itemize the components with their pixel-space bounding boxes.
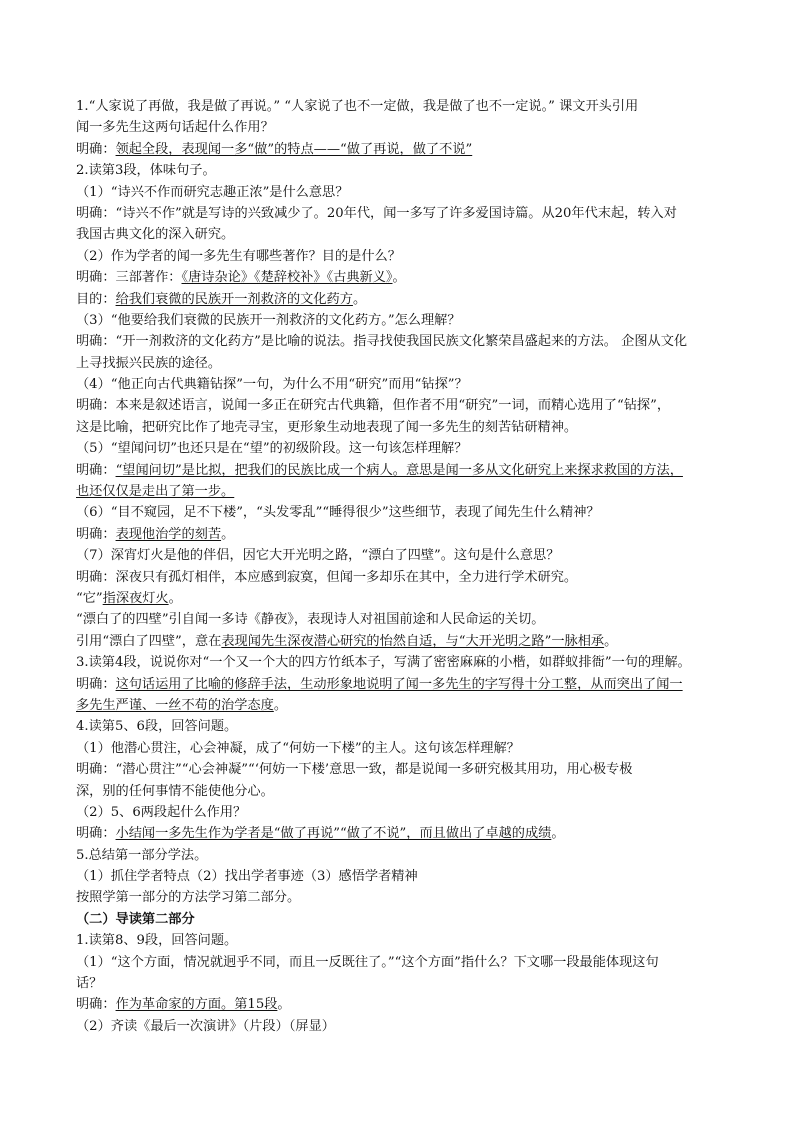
- text-segment: 明确：: [76, 997, 116, 1013]
- text-segment: 上寻找振兴民族的途径。: [76, 355, 222, 371]
- text-segment: （1）抓住学者特点（2）找出学者事迹（3）感悟学者精神: [76, 869, 418, 885]
- text-line: [76, 738, 726, 759]
- text-segment: 明确：: [76, 676, 116, 692]
- text-line: [76, 438, 726, 459]
- text-segment: 明确：“诗兴不作”就是写诗的兴致减少了。20年代，闻一多写了许多爱国诗篇。从20年代末起，转入对: [76, 205, 677, 221]
- text-segment: 明确：本来是叙述语言，说闻一多正在研究古代典籍，但作者不用“研究”一词，而精心选用了“钻探”，: [76, 398, 671, 414]
- text-line: [76, 353, 726, 374]
- text-segment: 话？: [76, 976, 103, 992]
- underlined-answer: 领起全段，表现闻一多“做”的特点——“做了再说，做了不说”: [115, 141, 473, 157]
- text-line: [76, 182, 726, 203]
- text-line: [76, 887, 726, 908]
- text-line: [76, 952, 726, 973]
- text-line: [76, 417, 726, 438]
- underlined-answer: “望闻问切”是比拟，把我们的民族比成一个病人。意思是闻一多从文化研究上来探求救国的方法，: [115, 462, 683, 478]
- text-line: [76, 203, 726, 224]
- text-line: [76, 674, 726, 695]
- underlined-answer: 指深夜灯火: [102, 590, 169, 606]
- text-segment: （2）作为学者的闻一多先生有哪些著作？目的是什么？: [76, 248, 401, 264]
- text-segment: （5）“望闻问切”也还只是在“望”的初级阶段。这一句该怎样理解？: [76, 441, 468, 457]
- text-line: [76, 395, 726, 416]
- text-segment: 1.读第8、9段，回答问题。: [76, 933, 238, 949]
- text-segment: 3.读第4段，说说你对“一个又一个大的四方竹纸本子，写满了密密麻麻的小楷，如群蚁排衙”一句的理解。: [76, 655, 691, 671]
- text-segment: （1）“诗兴不作而研究志趣正浓”是什么意思？: [76, 184, 349, 200]
- text-line: [76, 246, 726, 267]
- text-segment: 按照学第一部分的方法学习第二部分。: [76, 890, 301, 906]
- text-segment: （2）5、6两段起什么作用？: [76, 804, 247, 820]
- text-segment: 明确：: [76, 462, 116, 478]
- underlined-answer: 小结闻一多先生作为学者是“做了再说”“做了不说”，而且做出了卓越的成绩: [115, 826, 552, 842]
- text-segment: “漂白了的四壁”引自闻一多诗《静夜》，表现诗人对祖国前途和人民命运的关切。: [76, 612, 545, 628]
- section-heading: （二）导读第二部分: [76, 911, 195, 927]
- text-segment: 。: [168, 590, 182, 606]
- text-segment: 5.总结第一部分学法。: [76, 847, 208, 863]
- underlined-answer: 作为革命家的方面。第15段: [115, 997, 278, 1013]
- text-segment: （1）“这个方面，情况就迥乎不同，而且一反既往了。”“这个方面”指什么？下文哪一段最能体现这句: [76, 954, 659, 970]
- text-line: [76, 139, 726, 160]
- text-segment: “它”: [76, 590, 103, 606]
- text-line: [76, 845, 726, 866]
- text-line: [76, 96, 726, 117]
- text-line: [76, 609, 726, 630]
- text-segment: 明确：: [76, 141, 116, 157]
- text-line: [76, 481, 726, 502]
- text-line: [76, 524, 726, 545]
- text-line: [76, 267, 726, 288]
- text-line: [76, 224, 726, 245]
- text-line: [76, 117, 726, 138]
- underlined-answer: 也还仅仅是走出了第一步。: [76, 484, 235, 500]
- text-segment: （3）“他要给我们衰微的民族开一剂救济的文化药方。”怎么理解？: [76, 312, 461, 328]
- underlined-answer: 给我们衰微的民族开一剂救济的文化药方: [115, 291, 353, 307]
- text-line: [76, 588, 726, 609]
- text-line: [76, 310, 726, 331]
- text-segment: 。: [551, 826, 565, 842]
- text-line: [76, 823, 726, 844]
- text-segment: 我国古典文化的深入研究。: [76, 227, 235, 243]
- text-line: [76, 716, 726, 737]
- text-segment: 这是比喻，把研究比作了地壳寻宝，更形象生动地表现了闻一多先生的刻苦钻研精神。: [76, 419, 578, 435]
- text-line: [76, 994, 726, 1015]
- text-segment: 。: [273, 697, 287, 713]
- text-segment: 1.“人家说了再做，我是做了再说。” “人家说了也不一定做，我是做了也不一定说。” 课文开头引用: [76, 99, 639, 114]
- text-segment: 明确：: [76, 526, 116, 542]
- text-segment: 4.读第5、6段，回答问题。: [76, 719, 238, 735]
- text-segment: 明确：: [76, 826, 116, 842]
- text-line: [76, 374, 726, 395]
- text-segment: 。: [277, 997, 291, 1013]
- text-segment: 明确：深夜只有孤灯相伴，本应感到寂寞，但闻一多却乐在其中，全力进行学术研究。: [76, 569, 578, 585]
- underlined-answer: 表现闻先生深夜潜心研究的怡然自适，与“大开光明之路”一脉相承: [221, 633, 605, 649]
- text-segment: 目的：: [76, 291, 116, 307]
- text-segment: 。: [604, 633, 618, 649]
- text-line: [76, 781, 726, 802]
- text-line: [76, 802, 726, 823]
- text-line: [76, 759, 726, 780]
- underlined-answer: 表现他治学的刻苦: [115, 526, 222, 542]
- text-segment: 明确：“开一剂救济的文化药方”是比喻的说法。指寻找使我国民族文化繁荣昌盛起来的方法。 企图从文化: [76, 334, 688, 350]
- text-segment: 。: [221, 526, 235, 542]
- text-segment: （6）“目不窥园，足不下楼”，“头发零乱”“睡得很少”这些细节，表现了闻先生什么精神？: [76, 505, 600, 521]
- text-line: [76, 567, 726, 588]
- text-segment: （2）齐读《最后一次演讲》（片段）（屏显）: [76, 1018, 335, 1034]
- text-line: [76, 631, 726, 652]
- text-line: [76, 909, 726, 930]
- text-segment: 。: [352, 291, 367, 307]
- text-line: [76, 460, 726, 481]
- text-line: [76, 930, 726, 951]
- document-body: [76, 96, 726, 1037]
- text-segment: 。: [392, 270, 406, 286]
- underlined-answer: 这句话运用了比喻的修辞手法，生动形象地说明了闻一多先生的字写得十分工整，从而突出了闻一: [115, 676, 683, 692]
- text-line: [76, 1016, 726, 1037]
- text-segment: （4）“他正向古代典籍钻探”一句，为什么不用“研究”而用“钻探”？: [76, 377, 468, 393]
- text-segment: 深，别的任何事情不能使他分心。: [76, 783, 274, 799]
- text-segment: 2.读第3段，体味句子。: [76, 163, 216, 179]
- text-segment: （7）深宵灯火是他的伴侣，因它大开光明之路，“漂白了四壁”。这句是什么意思？: [76, 548, 560, 564]
- text-line: [76, 160, 726, 181]
- text-segment: 闻一多先生这两句话起什么作用？: [76, 120, 274, 136]
- underlined-answer: 多先生严谨、一丝不苟的治学态度: [76, 697, 274, 713]
- text-line: [76, 866, 726, 887]
- text-line: [76, 545, 726, 566]
- text-segment: （1）他潜心贯注，心会神凝，成了“何妨一下楼”的主人。这句该怎样理解？: [76, 740, 520, 756]
- text-segment: 引用“漂白了四壁”，意在: [76, 633, 222, 649]
- text-line: [76, 331, 726, 352]
- text-line: [76, 502, 726, 523]
- underlined-answer: 《唐诗杂论》《楚辞校补》《古典新义》: [181, 270, 393, 286]
- text-segment: 明确：“潜心贯注”“心会神凝”“‘何妨一下楼’意思一致，都是说闻一多研究极其用功，用心极专极: [76, 762, 633, 778]
- text-line: [76, 289, 726, 310]
- text-line: [76, 695, 726, 716]
- text-line: [76, 652, 726, 673]
- text-segment: 明确：三部著作：: [76, 270, 182, 286]
- text-line: [76, 973, 726, 994]
